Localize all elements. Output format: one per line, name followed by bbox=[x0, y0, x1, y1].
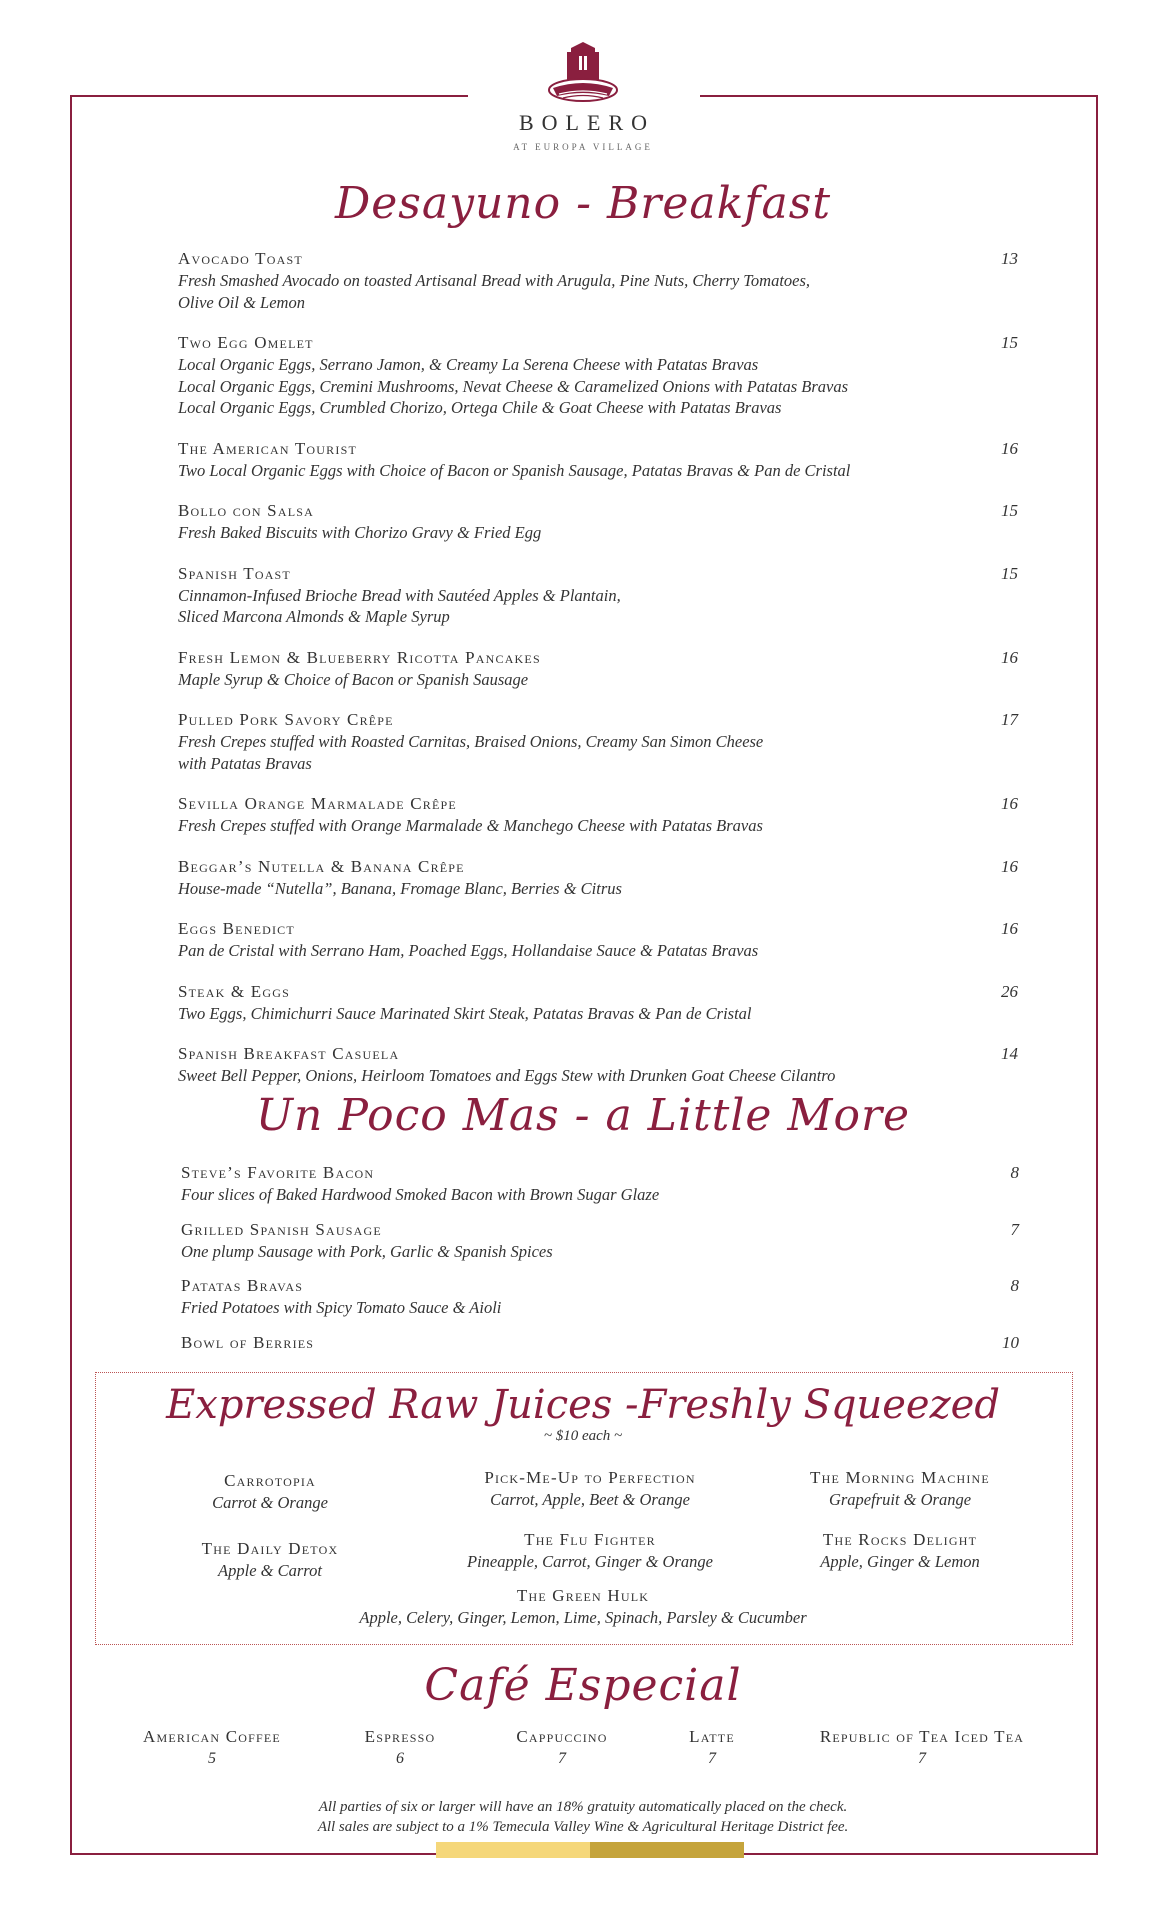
juice-name: Carrotopia bbox=[224, 1471, 316, 1490]
item-price: 8 bbox=[1010, 1276, 1019, 1295]
juice-ingredients: Pineapple, Carrot, Ginger & Orange bbox=[467, 1552, 713, 1571]
menu-item bbox=[181, 1275, 1019, 1319]
menu-item bbox=[178, 563, 1018, 628]
item-price: 16 bbox=[1001, 856, 1018, 876]
item-description: Fresh Crepes stuffed with Orange Marmalade & Manchego Cheese with Patatas Bravas bbox=[178, 816, 763, 835]
item-name: Pulled Pork Savory Crêpe bbox=[178, 710, 394, 729]
brand-subtitle: AT EUROPA VILLAGE bbox=[513, 142, 653, 152]
item-description: Fresh Smashed Avocado on toasted Artisanal Bread with Arugula, Pine Nuts, Cherry Tomatoes, bbox=[178, 271, 811, 290]
coffee-item bbox=[662, 1726, 762, 1770]
item-name: The American Tourist bbox=[178, 438, 357, 458]
coffee-name: American Coffee bbox=[143, 1727, 281, 1746]
menu-item bbox=[181, 1162, 1019, 1206]
bolero-tower-icon bbox=[543, 40, 623, 106]
brand-name: BOLERO bbox=[519, 110, 655, 135]
item-description: One plump Sausage with Pork, Garlic & Spanish Spices bbox=[181, 1241, 553, 1261]
juice-name: The Rocks Delight bbox=[822, 1530, 978, 1549]
item-name: Grilled Spanish Sausage bbox=[181, 1219, 382, 1239]
item-price: 8 bbox=[1010, 1163, 1019, 1182]
juice-ingredients: Apple, Ginger & Lemon bbox=[820, 1552, 980, 1571]
coffee-item bbox=[502, 1726, 622, 1770]
juice-name: The Daily Detox bbox=[201, 1539, 339, 1558]
item-price: 7 bbox=[1010, 1219, 1019, 1239]
coffee-price: 6 bbox=[396, 1750, 404, 1767]
coffee-item bbox=[122, 1726, 302, 1770]
juice-item bbox=[170, 1538, 370, 1582]
juices-price-note: ~ $10 each ~ bbox=[543, 1428, 623, 1444]
item-price: 15 bbox=[1001, 563, 1018, 583]
logo bbox=[0, 40, 1166, 152]
item-description: Cinnamon-Infused Brioche Bread with Sautéed Apples & Plantain, bbox=[178, 585, 621, 605]
item-name: Spanish Breakfast Casuela bbox=[178, 1044, 400, 1063]
little-more-title: Un Poco Mas - a Little More bbox=[255, 1090, 911, 1141]
item-name: Steak & Eggs bbox=[178, 981, 290, 1001]
district-fee-note: All sales are subject to a 1% Temecula Valley Wine & Agricultural Heritage District fee. bbox=[317, 1819, 849, 1835]
menu-item bbox=[178, 1043, 1018, 1087]
item-price: 17 bbox=[1001, 710, 1018, 729]
item-name: Beggar’s Nutella & Banana Crêpe bbox=[178, 856, 465, 876]
juice-ingredients: Apple, Celery, Ginger, Lemon, Lime, Spinach, Parsley & Cucumber bbox=[359, 1608, 807, 1627]
item-description: Local Organic Eggs, Cremini Mushrooms, Nevat Cheese & Caramelized Onions with Patatas Bravas bbox=[178, 376, 849, 396]
item-price: 16 bbox=[1001, 919, 1018, 938]
item-name: Bowl of Berries bbox=[181, 1332, 315, 1352]
juice-name: The Morning Machine bbox=[810, 1468, 990, 1487]
menu-item bbox=[178, 856, 1018, 900]
gratuity-note: All parties of six or larger will have an 18% gratuity automatically placed on the check. bbox=[318, 1799, 848, 1815]
gold-bar-light bbox=[436, 1842, 590, 1858]
coffee-price: 7 bbox=[918, 1750, 926, 1767]
menu-item bbox=[178, 981, 1018, 1025]
juices-title: Expressed Raw Juices -Freshly Squeezed bbox=[166, 1382, 1000, 1428]
item-name: Steve’s Favorite Bacon bbox=[181, 1163, 375, 1182]
menu-item bbox=[178, 647, 1018, 691]
item-description: Pan de Cristal with Serrano Ham, Poached Eggs, Hollandaise Sauce & Patatas Bravas bbox=[178, 941, 759, 960]
menu-item bbox=[181, 1219, 1019, 1263]
coffee-name: Latte bbox=[689, 1727, 735, 1746]
item-name: Eggs Benedict bbox=[178, 919, 295, 938]
juice-item bbox=[430, 1467, 750, 1511]
item-description: Sliced Marcona Almonds & Maple Syrup bbox=[178, 607, 450, 626]
menu-item bbox=[181, 1332, 1019, 1354]
item-price: 15 bbox=[1001, 333, 1018, 352]
menu-item bbox=[178, 248, 1018, 313]
item-description: House-made “Nutella”, Banana, Fromage Blanc, Berries & Citrus bbox=[178, 878, 622, 898]
item-description: Fresh Baked Biscuits with Chorizo Gravy & Fried Egg bbox=[178, 523, 542, 542]
juice-item bbox=[780, 1467, 1020, 1511]
item-name: Avocado Toast bbox=[178, 249, 303, 268]
item-name: Fresh Lemon & Blueberry Ricotta Pancakes bbox=[178, 647, 541, 667]
item-name: Patatas Bravas bbox=[181, 1276, 304, 1295]
menu-item bbox=[178, 793, 1018, 837]
juice-name: Pick-Me-Up to Perfection bbox=[484, 1468, 696, 1487]
coffee-price: 7 bbox=[558, 1750, 566, 1767]
item-price: 16 bbox=[1001, 647, 1018, 667]
footer-note bbox=[0, 1797, 1166, 1837]
juice-item bbox=[780, 1529, 1020, 1573]
menu-item bbox=[178, 332, 1018, 419]
juice-item bbox=[283, 1585, 883, 1629]
item-price: 15 bbox=[1001, 501, 1018, 520]
coffee-item bbox=[800, 1726, 1044, 1770]
menu-item bbox=[178, 709, 1018, 774]
coffee-item bbox=[340, 1726, 460, 1770]
coffee-name: Cappuccino bbox=[516, 1727, 608, 1746]
coffee-price: 5 bbox=[208, 1750, 216, 1767]
breakfast-menu bbox=[178, 248, 1018, 1106]
item-description: Two Eggs, Chimichurri Sauce Marinated Skirt Steak, Patatas Bravas & Pan de Cristal bbox=[178, 1003, 752, 1023]
item-price: 16 bbox=[1001, 794, 1018, 813]
juice-ingredients: Carrot, Apple, Beet & Orange bbox=[490, 1490, 690, 1509]
item-price: 26 bbox=[1001, 981, 1018, 1001]
item-name: Sevilla Orange Marmalade Crêpe bbox=[178, 794, 457, 813]
menu-item bbox=[178, 438, 1018, 482]
item-description: Local Organic Eggs, Crumbled Chorizo, Ortega Chile & Goat Cheese with Patatas Bravas bbox=[178, 398, 782, 417]
item-description: with Patatas Bravas bbox=[178, 753, 312, 773]
item-description: Fresh Crepes stuffed with Roasted Carnitas, Braised Onions, Creamy San Simon Cheese bbox=[178, 732, 764, 751]
breakfast-title: Desayuno - Breakfast bbox=[334, 178, 832, 229]
juice-ingredients: Carrot & Orange bbox=[212, 1493, 328, 1512]
item-name: Spanish Toast bbox=[178, 563, 291, 583]
juice-item bbox=[430, 1529, 750, 1573]
coffee-price: 7 bbox=[708, 1750, 716, 1767]
juice-item bbox=[170, 1470, 370, 1514]
cafe-title: Café Especial bbox=[424, 1660, 742, 1711]
item-description: Maple Syrup & Choice of Bacon or Spanish Sausage bbox=[178, 669, 529, 689]
coffee-name: Espresso bbox=[364, 1727, 436, 1746]
item-price: 13 bbox=[1001, 249, 1018, 268]
juice-ingredients: Grapefruit & Orange bbox=[828, 1490, 972, 1509]
menu-item bbox=[178, 918, 1018, 962]
item-price: 14 bbox=[1001, 1044, 1018, 1063]
item-price: 16 bbox=[1001, 438, 1018, 458]
menu-item bbox=[178, 500, 1018, 544]
coffee-name: Republic of Tea Iced Tea bbox=[819, 1727, 1025, 1746]
item-name: Bollo con Salsa bbox=[178, 501, 314, 520]
item-description: Local Organic Eggs, Serrano Jamon, & Creamy La Serena Cheese with Patatas Bravas bbox=[178, 355, 759, 374]
item-description: Olive Oil & Lemon bbox=[178, 292, 305, 312]
item-name: Two Egg Omelet bbox=[178, 333, 314, 352]
item-description: Sweet Bell Pepper, Onions, Heirloom Tomatoes and Eggs Stew with Drunken Goat Cheese Cilantro bbox=[178, 1066, 836, 1085]
item-description: Fried Potatoes with Spicy Tomato Sauce & Aioli bbox=[181, 1298, 502, 1317]
little-more-menu bbox=[181, 1162, 1019, 1367]
item-description: Two Local Organic Eggs with Choice of Bacon or Spanish Sausage, Patatas Bravas & Pan de Cristal bbox=[178, 460, 851, 480]
item-description: Four slices of Baked Hardwood Smoked Bacon with Brown Sugar Glaze bbox=[181, 1185, 660, 1204]
item-price: 10 bbox=[1002, 1332, 1019, 1352]
gold-bar-dark bbox=[590, 1842, 744, 1858]
juice-name: The Flu Fighter bbox=[524, 1530, 656, 1549]
juice-ingredients: Apple & Carrot bbox=[218, 1561, 322, 1580]
juice-name: The Green Hulk bbox=[516, 1586, 650, 1605]
